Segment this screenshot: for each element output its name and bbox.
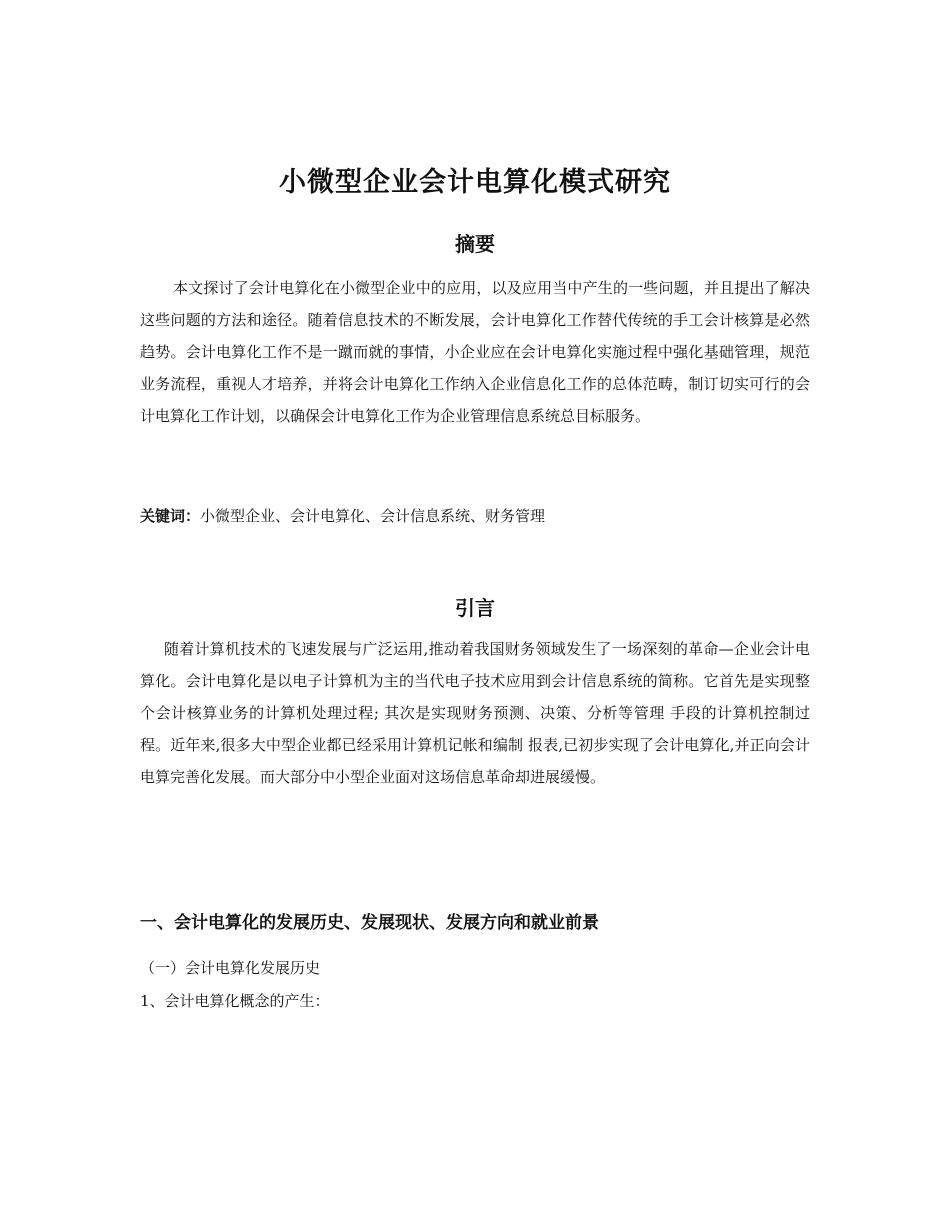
document-title: 小微型企业会计电算化模式研究 (279, 167, 671, 198)
keywords-text: 小微型企业、会计电算化、会计信息系统、财务管理 (200, 507, 546, 525)
keywords-line (140, 503, 545, 529)
section-heading: 一、会计电算化的发展历史、发展现状、发展方向和就业前景 (140, 913, 599, 933)
introduction-heading: 引言 (455, 596, 495, 620)
introduction-body: 随着计算机技术的飞速发展与广泛运用,推动着我国财务领域发生了一场深刻的革命—企业会计电算化。会计电算化是以电子计算机为主的当代电子技术应用到会计信息系统的简称。它首先是实现整个会计核算业务的计算机处理过程; 其次是实现财务预测、决策、分析等管理 手段的计算机控制过程。近年来,很多大中型企业都已经采用计算机记帐和编制 报表,已初步实现了会计电算化,并正向会计电算完善化发展。而大部分中小型企业面对这场信息革命却进展缓慢。 (140, 640, 810, 786)
abstract-heading: 摘要 (455, 232, 495, 256)
keywords-label: 关键词： (140, 507, 201, 525)
abstract-body: 本文探讨了会计电算化在小微型企业中的应用，以及应用当中产生的一些问题，并且提出了解决这些问题的方法和途径。随着信息技术的不断发展，会计电算化工作替代传统的手工会计核算是必然趋势。会计电算化工作不是一蹴而就的事情，小企业应在会计电算化实施过程中强化基础管理，规范业务流程，重视人才培养，并将会计电算化工作纳入企业信息化工作的总体范畴，制订切实可行的会计电算化工作计划，以确保会计电算化工作为企业管理信息系统总目标服务。 (140, 279, 810, 425)
subsection-heading: （一）会计电算化发展历史 (140, 959, 321, 977)
list-item: 1、会计电算化概念的产生： (140, 992, 330, 1010)
